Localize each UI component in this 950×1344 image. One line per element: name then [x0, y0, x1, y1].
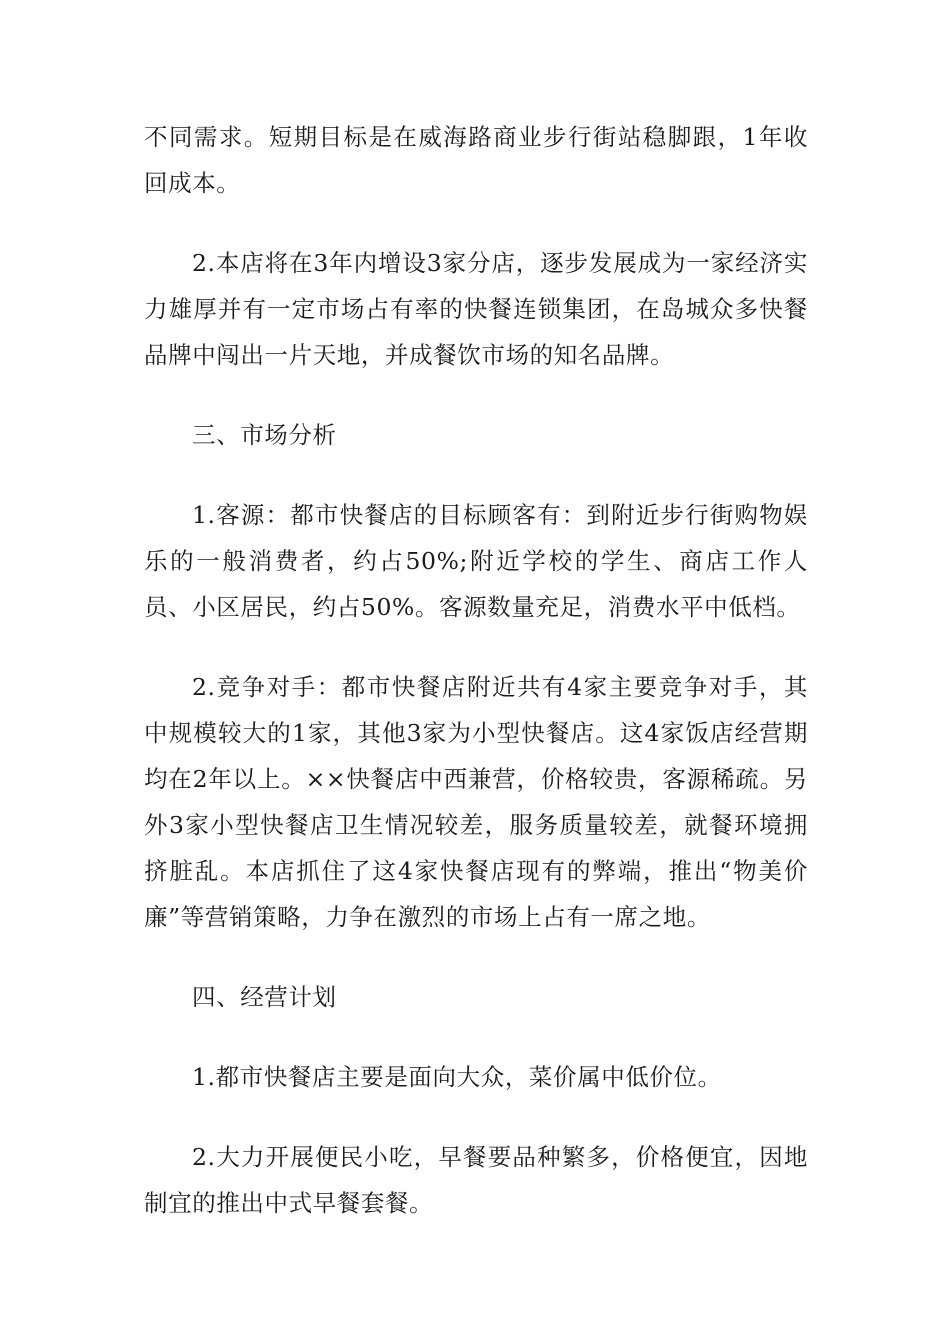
paragraph-breakfast: 2.大力开展便民小吃，早餐要品种繁多，价格便宜，因地制宜的推出中式早餐套餐。	[144, 1143, 808, 1217]
paragraph-customer-source: 1.客源：都市快餐店的目标顾客有：到附近步行街购物娱乐的一般消费者，约占50%;附近学校的学生、商店工作人员、小区居民，约占50%。客源数量充足，消费水平中低档。	[144, 501, 808, 621]
paragraph-competitors: 2.竞争对手：都市快餐店附近共有4家主要竞争对手，其中规模较大的1家，其他3家为小型快餐店。这4家饭店经营期均在2年以上。××快餐店中西兼营，价格较贵，客源稀疏。另外3家小型快餐店卫生情况较差，服务质量较差，就餐环境拥挤脏乱。本店抓住了这4家快餐店现有的弊端，推出“物美价廉”等营销策略，力争在激烈的市场上占有一席之地。	[144, 673, 808, 931]
paragraph-continuation: 不同需求。短期目标是在威海路商业步行街站稳脚跟，1年收回成本。	[144, 123, 808, 197]
section-heading-market-analysis: 三、市场分析	[192, 421, 337, 449]
paragraph-pricing: 1.都市快餐店主要是面向大众，菜价属中低价位。	[192, 1063, 722, 1091]
section-heading-business-plan: 四、经营计划	[192, 983, 337, 1011]
paragraph-expansion-goal: 2.本店将在3年内增设3家分店，逐步发展成为一家经济实力雄厚并有一定市场占有率的快餐连锁集团，在岛城众多快餐品牌中闯出一片天地，并成餐饮市场的知名品牌。	[144, 249, 808, 369]
document-body	[144, 114, 808, 1260]
